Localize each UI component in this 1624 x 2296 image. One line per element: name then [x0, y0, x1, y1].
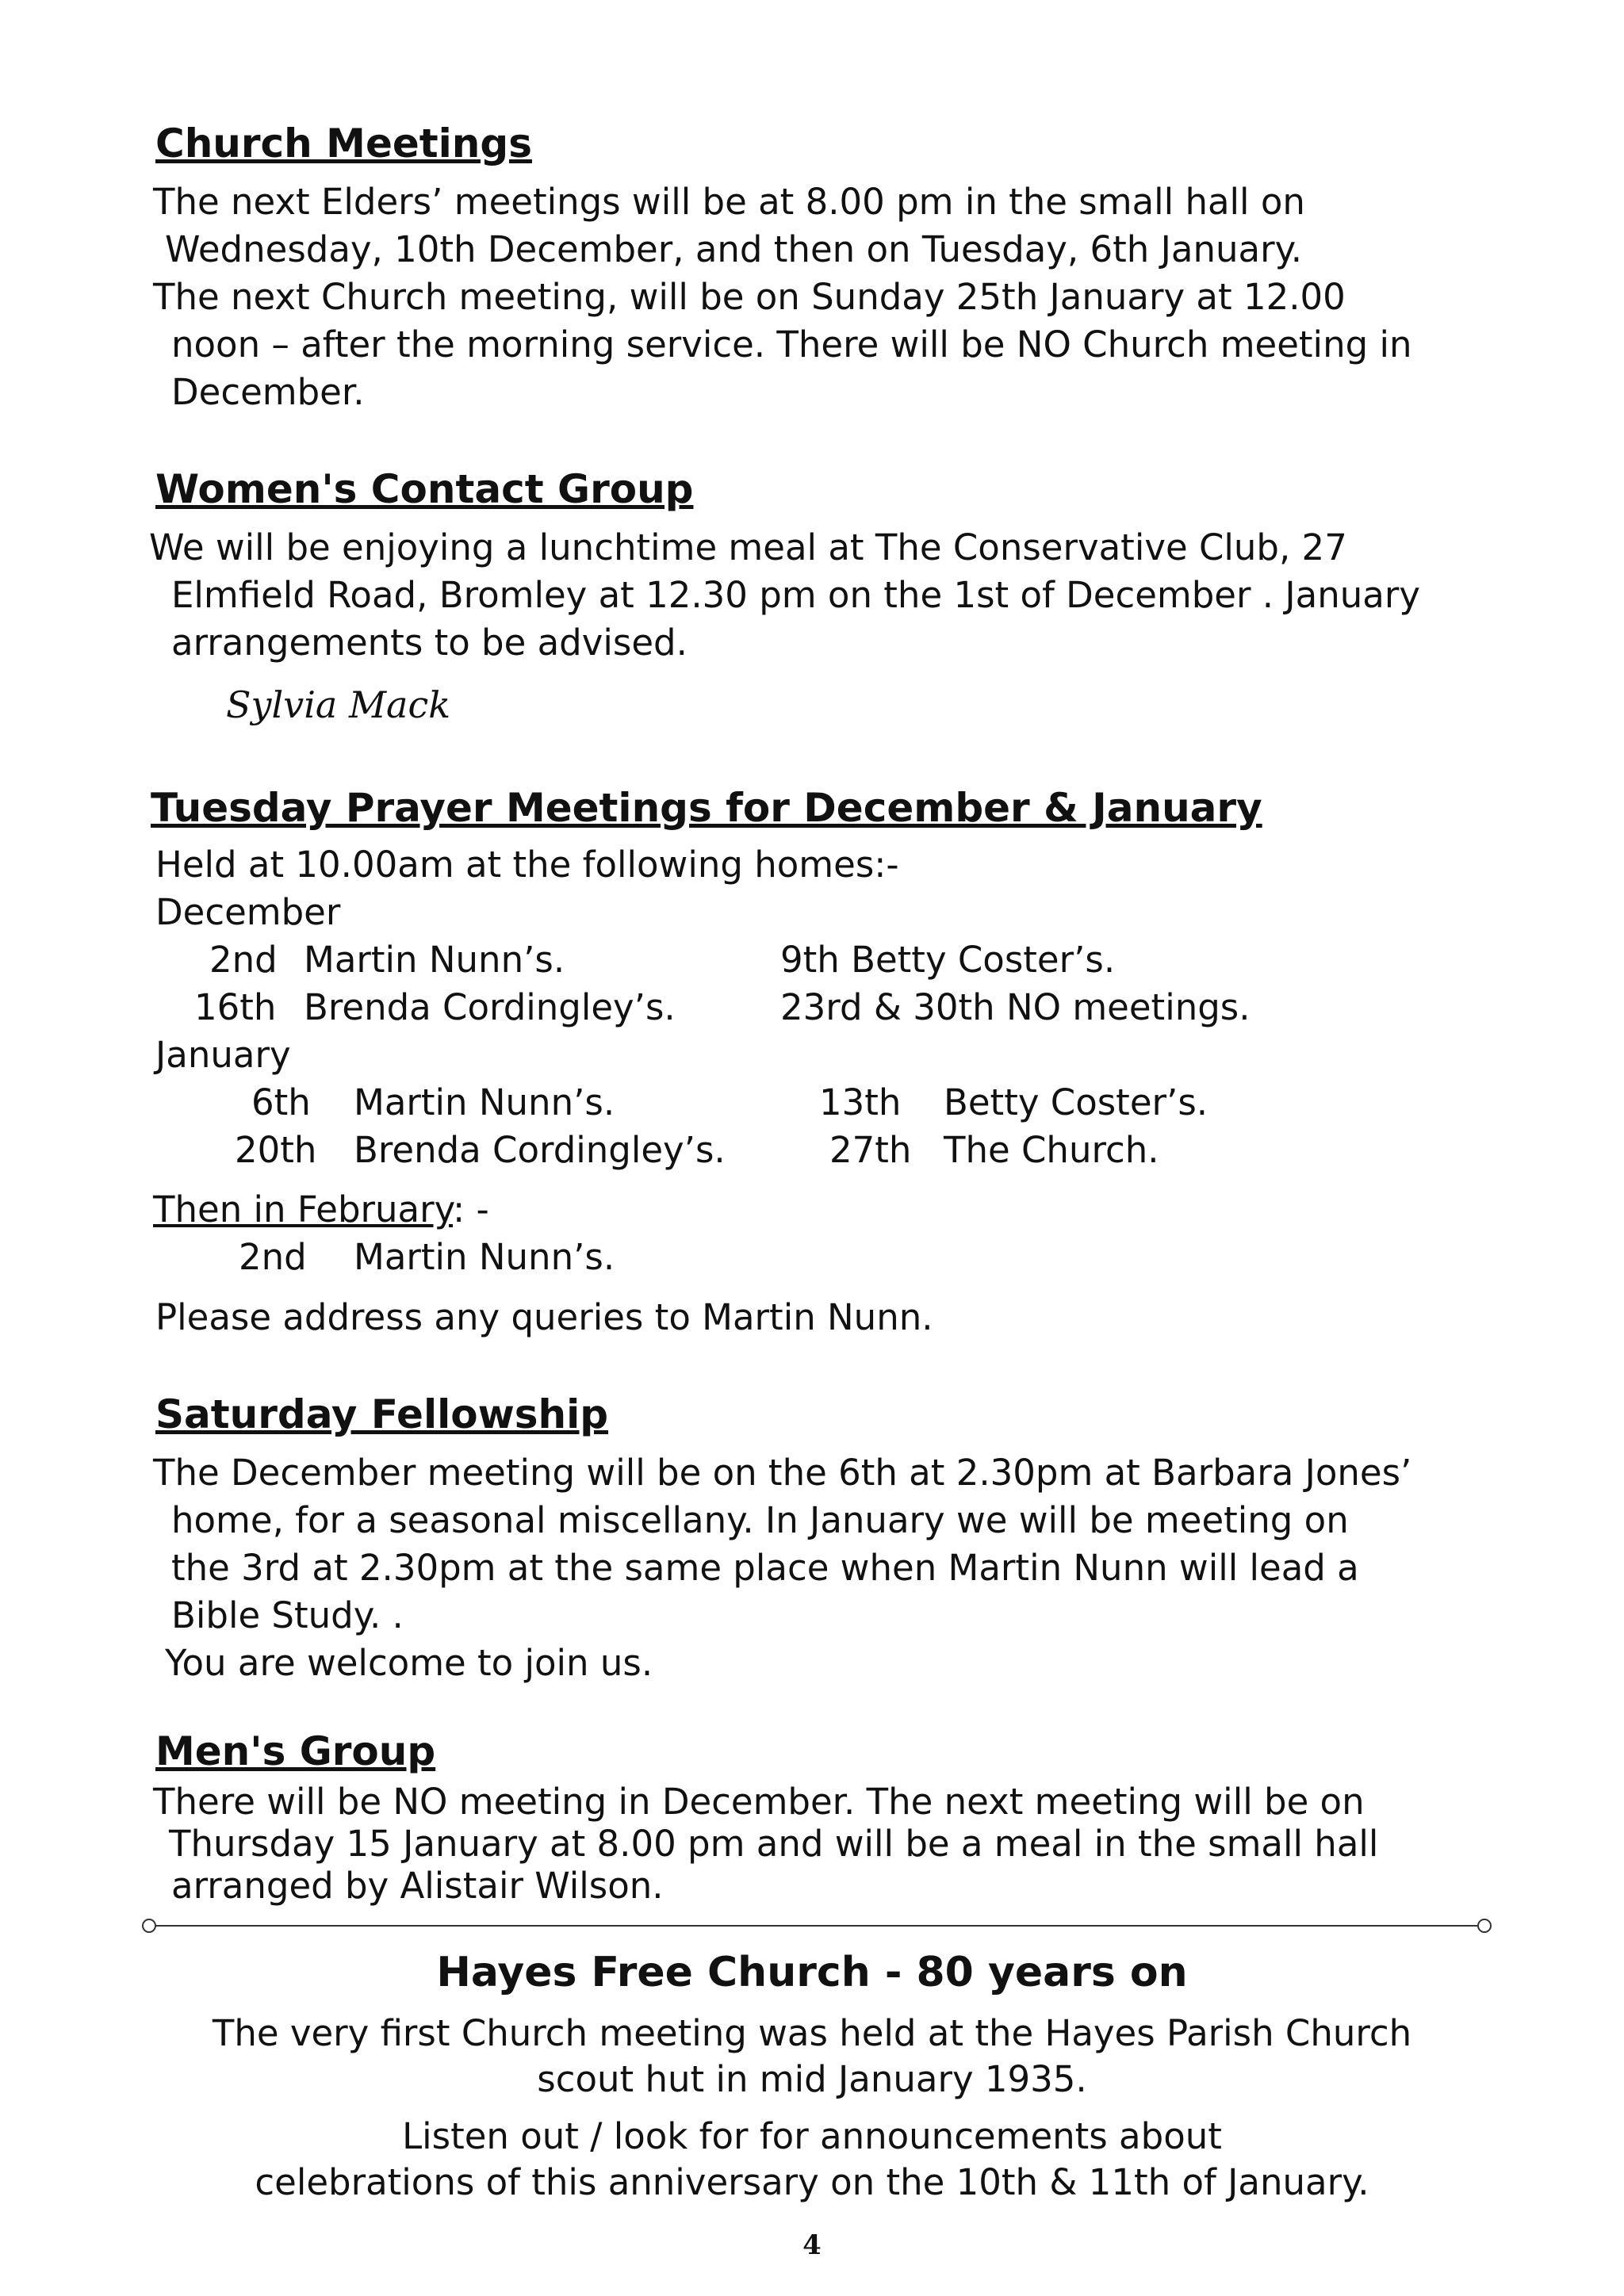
church-meetings-line-1: The next Elders’ meetings will be at 8.00 pm in the small hall on — [153, 181, 1305, 223]
anniversary-title: Hayes Free Church - 80 years on — [436, 1949, 1188, 1996]
section-divider — [151, 1925, 1483, 1927]
womens-group-line-1: We will be enjoying a lunchtime meal at The Conservative Club, 27 — [149, 526, 1347, 568]
feb-date: 2nd — [239, 1236, 307, 1278]
anniversary-line-3: Listen out / look for for announcements about — [402, 2115, 1222, 2157]
anniversary-line-4: celebrations of this anniversary on the 10th & 11th of January. — [255, 2161, 1369, 2203]
dec-right-2: 23rd & 30th NO meetings. — [780, 986, 1251, 1028]
jan-host2-1: Betty Coster’s. — [944, 1081, 1208, 1123]
feb-host: Martin Nunn’s. — [354, 1236, 615, 1278]
anniversary-line-1: The very first Church meeting was held at the Hayes Parish Church — [212, 2012, 1412, 2054]
divider-end-left — [142, 1919, 156, 1933]
page-number: 4 — [802, 2229, 822, 2261]
saturday-line-4: Bible Study. . — [171, 1594, 404, 1636]
church-meetings-line-3: The next Church meeting, will be on Sunday 25th January at 12.00 — [153, 276, 1346, 318]
signature: Sylvia Mack — [226, 683, 451, 726]
saturday-line-2: home, for a seasonal miscellany. In January we will be meeting on — [171, 1499, 1349, 1541]
dec-host-1: Martin Nunn’s. — [304, 939, 565, 981]
february-suffix: : - — [452, 1188, 489, 1230]
saturday-line-1: The December meeting will be on the 6th at 2.30pm at Barbara Jones’ — [153, 1452, 1412, 1494]
prayer-meetings-heading: Tuesday Prayer Meetings for December & January — [151, 785, 1262, 831]
divider-end-right — [1477, 1919, 1492, 1933]
womens-group-line-2: Elmfield Road, Bromley at 12.30 pm on the 1st of December . January — [171, 574, 1420, 616]
saturday-fellowship-heading: Saturday Fellowship — [155, 1391, 609, 1437]
church-meetings-heading: Church Meetings — [155, 121, 532, 166]
womens-group-line-3: arrangements to be advised. — [171, 622, 688, 664]
church-meetings-line-2: Wednesday, 10th December, and then on Tuesday, 6th January. — [165, 228, 1303, 270]
december-label: December — [155, 891, 341, 933]
mens-line-1: There will be NO meeting in December. The next meeting will be on — [153, 1781, 1365, 1823]
jan-host2-2: The Church. — [944, 1129, 1159, 1171]
prayer-intro: Held at 10.00am at the following homes:- — [155, 844, 899, 886]
jan-date-1: 6th — [251, 1081, 311, 1123]
dec-date-1: 2nd — [209, 939, 278, 981]
prayer-queries: Please address any queries to Martin Nunn. — [155, 1296, 933, 1338]
womens-group-heading: Women's Contact Group — [155, 466, 694, 512]
dec-host-2: Brenda Cordingley’s. — [304, 986, 676, 1028]
jan-host-1: Martin Nunn’s. — [354, 1081, 615, 1123]
january-label: January — [155, 1034, 291, 1076]
dec-date-2: 16th — [194, 986, 277, 1028]
mens-line-2: Thursday 15 January at 8.00 pm and will be a meal in the small hall — [169, 1823, 1379, 1865]
dec-right-1: 9th Betty Coster’s. — [780, 939, 1116, 981]
saturday-line-3: the 3rd at 2.30pm at the same place when Martin Nunn will lead a — [171, 1547, 1359, 1589]
church-meetings-line-4: noon – after the morning service. There will be NO Church meeting in — [171, 323, 1412, 365]
saturday-line-5: You are welcome to join us. — [165, 1642, 653, 1684]
mens-group-heading: Men's Group — [155, 1728, 436, 1774]
anniversary-line-2: scout hut in mid January 1935. — [537, 2058, 1087, 2100]
jan-date-2: 20th — [235, 1129, 317, 1171]
church-meetings-line-5: December. — [171, 371, 365, 413]
february-line — [153, 1186, 489, 1234]
february-label: Then in February — [153, 1188, 453, 1230]
jan-host-2: Brenda Cordingley’s. — [354, 1129, 726, 1171]
jan-date2-1: 13th — [819, 1081, 902, 1123]
jan-date2-2: 27th — [829, 1129, 912, 1171]
mens-line-3: arranged by Alistair Wilson. — [171, 1865, 664, 1907]
